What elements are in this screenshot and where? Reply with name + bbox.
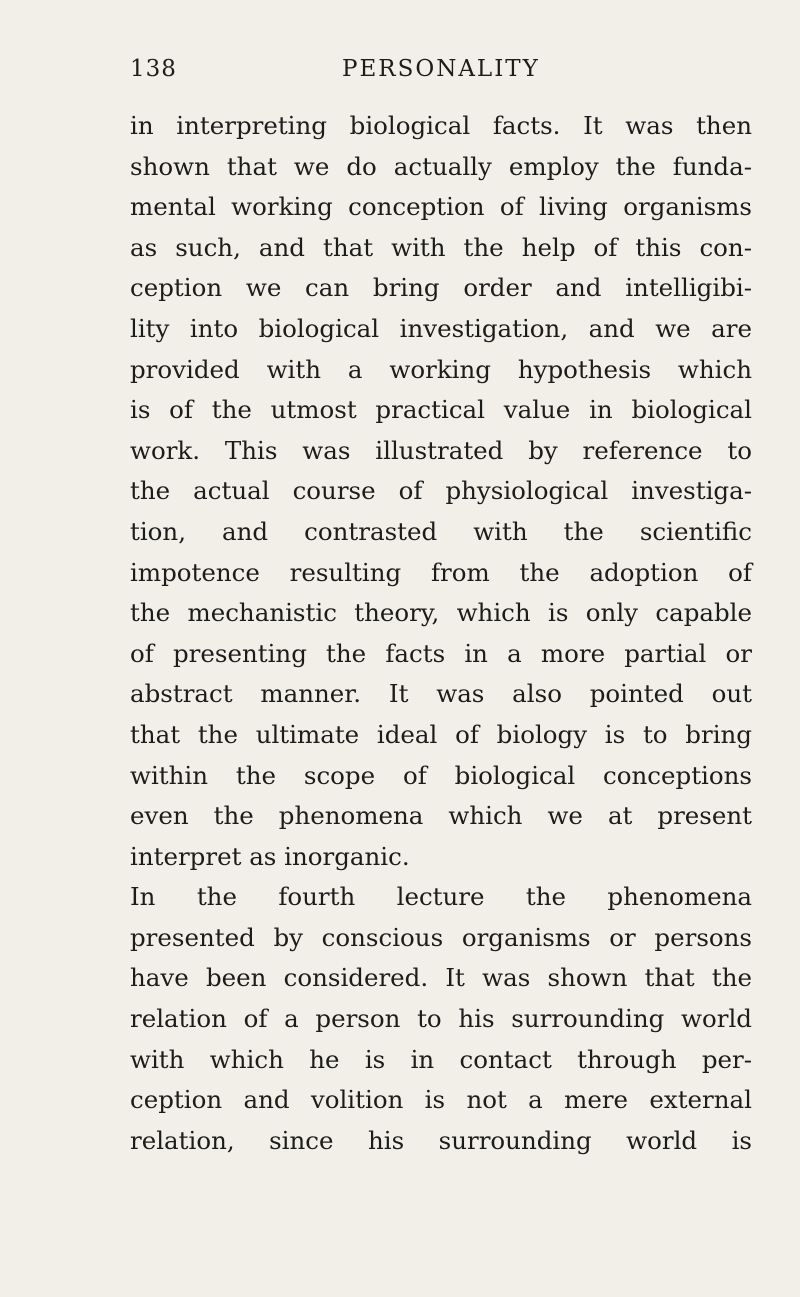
text-line: ception and volition is not a mere external: [130, 1085, 752, 1115]
running-head: [130, 56, 750, 90]
text-line: the actual course of physiological investiga-: [130, 476, 752, 506]
paragraph-end-line: interpret as inorganic.: [130, 841, 410, 871]
text-line: mental working conception of living organisms: [130, 192, 752, 222]
text-line: as such, and that with the help of this con-: [130, 232, 752, 262]
text-line: is of the utmost practical value in biological: [130, 395, 752, 425]
text-line: the mechanistic theory, which is only capable: [130, 598, 752, 628]
text-line: abstract manner. It was also pointed out: [130, 679, 752, 709]
text-line: with which he is in contact through per-: [130, 1044, 752, 1074]
text-line: of presenting the facts in a more partial or: [130, 638, 752, 668]
text-line: ception we can bring order and intelligibi-: [130, 273, 752, 303]
text-line: presented by conscious organisms or persons: [130, 922, 752, 952]
text-line: impotence resulting from the adoption of: [130, 557, 752, 587]
paragraph-start-line: In the fourth lecture the phenomena: [130, 882, 752, 912]
text-line: relation of a person to his surrounding world: [130, 1004, 752, 1034]
text-line: even the phenomena which we at present: [130, 801, 752, 831]
text-line: within the scope of biological conceptions: [130, 760, 752, 790]
page-number: 138: [130, 56, 177, 82]
text-line: work. This was illustrated by reference to: [130, 435, 752, 465]
text-line: relation, since his surrounding world is: [130, 1125, 752, 1155]
text-line: tion, and contrasted with the scientific: [130, 516, 752, 546]
body-text: [130, 106, 752, 1161]
text-line: that the ultimate ideal of biology is to bring: [130, 719, 752, 749]
text-line: shown that we do actually employ the funda-: [130, 151, 752, 181]
text-line: have been considered. It was shown that the: [130, 963, 752, 993]
text-line: in interpreting biological facts. It was then: [130, 111, 752, 140]
text-line: provided with a working hypothesis which: [130, 354, 752, 384]
running-title: PERSONALITY: [342, 56, 540, 82]
text-line: lity into biological investigation, and we are: [130, 313, 752, 343]
